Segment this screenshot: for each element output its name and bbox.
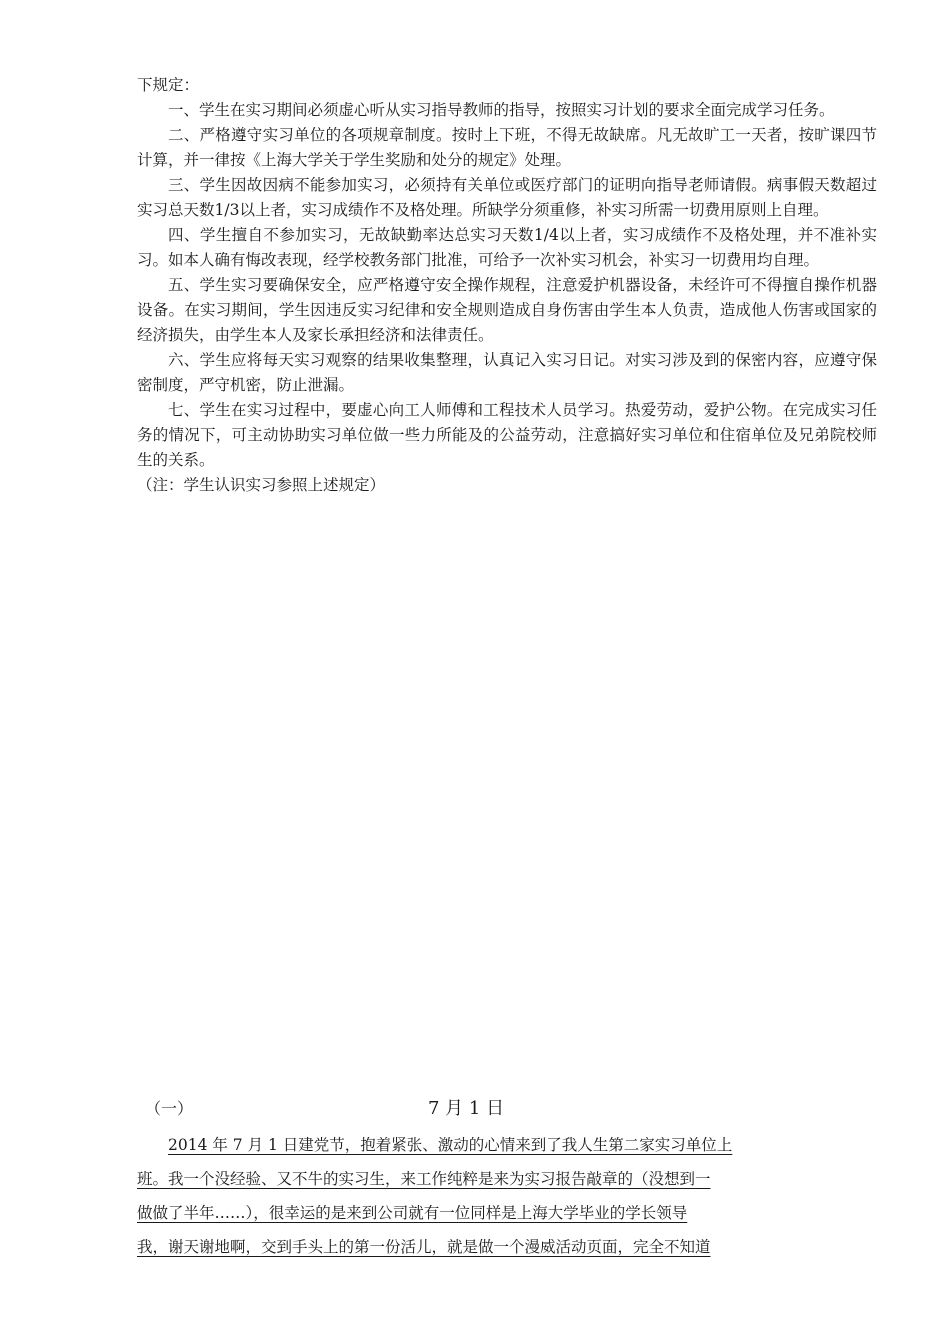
rules-intro: 下规定： bbox=[137, 76, 200, 94]
rule-item-6: 六、学生应将每天实习观察的结果收集整理，认真记入实习日记。对实习涉及到的保密内容，应遵守保密制度，严守机密，防止泄漏。 bbox=[137, 351, 877, 394]
diary-entry-header bbox=[0, 1096, 950, 1122]
diary-line: 班。我一个没经验、又不牛的实习生，来工作纯粹是来为实习报告敲章的（没想到一 bbox=[137, 1170, 711, 1188]
internship-rules-section bbox=[137, 73, 877, 498]
diary-line: 做做了半年……），很幸运的是来到公司就有一位同样是上海大学毕业的学长领导 bbox=[137, 1204, 688, 1222]
rule-item-1: 一、学生在实习期间必须虚心听从实习指导教师的指导，按照实习计划的要求全面完成学习任务。 bbox=[168, 101, 835, 119]
diary-line: 我，谢天谢地啊，交到手头上的第一份活儿，就是做一个漫威活动页面，完全不知道 bbox=[137, 1238, 711, 1256]
rule-item-5: 五、学生实习要确保安全，应严格遵守安全操作规程，注意爱护机器设备，未经许可不得擅自操作机器设备。在实习期间，学生因违反实习纪律和安全规则造成自身伤害由学生本人负责，造成他人伤害或国家的经济损失，由学生本人及家长承担经济和法律责任。 bbox=[137, 276, 877, 344]
rule-item-3: 三、学生因故因病不能参加实习，必须持有关单位或医疗部门的证明向指导老师请假。病事假天数超过实习总天数1/3以上者，实习成绩作不及格处理。所缺学分须重修，补实习所需一切费用原则上自理。 bbox=[137, 176, 877, 219]
rule-item-4: 四、学生擅自不参加实习，无故缺勤率达总实习天数1/4以上者，实习成绩作不及格处理，并不准补实习。如本人确有悔改表现，经学校教务部门批准，可给予一次补实习机会，补实习一切费用均自理。 bbox=[137, 226, 877, 269]
diary-entry-number: （一） bbox=[145, 1099, 194, 1118]
diary-entry-date: 7 月 1 日 bbox=[428, 1098, 505, 1119]
diary-line: 2014 年 7 月 1 日建党节，抱着紧张、激动的心情来到了我人生第二家实习单位上 bbox=[168, 1136, 733, 1154]
rule-item-2: 二、严格遵守实习单位的各项规章制度。按时上下班，不得无故缺席。凡无故旷工一天者，按旷课四节计算，并一律按《上海大学关于学生奖励和处分的规定》处理。 bbox=[137, 126, 877, 169]
rule-item-7: 七、学生在实习过程中，要虚心向工人师傅和工程技术人员学习。热爱劳动，爱护公物。在完成实习任务的情况下，可主动协助实习单位做一些力所能及的公益劳动，注意搞好实习单位和住宿单位及兄弟院校师生的关系。 bbox=[137, 401, 877, 469]
rules-note: （注：学生认识实习参照上述规定） bbox=[137, 476, 386, 494]
diary-entry-body bbox=[137, 1128, 741, 1264]
